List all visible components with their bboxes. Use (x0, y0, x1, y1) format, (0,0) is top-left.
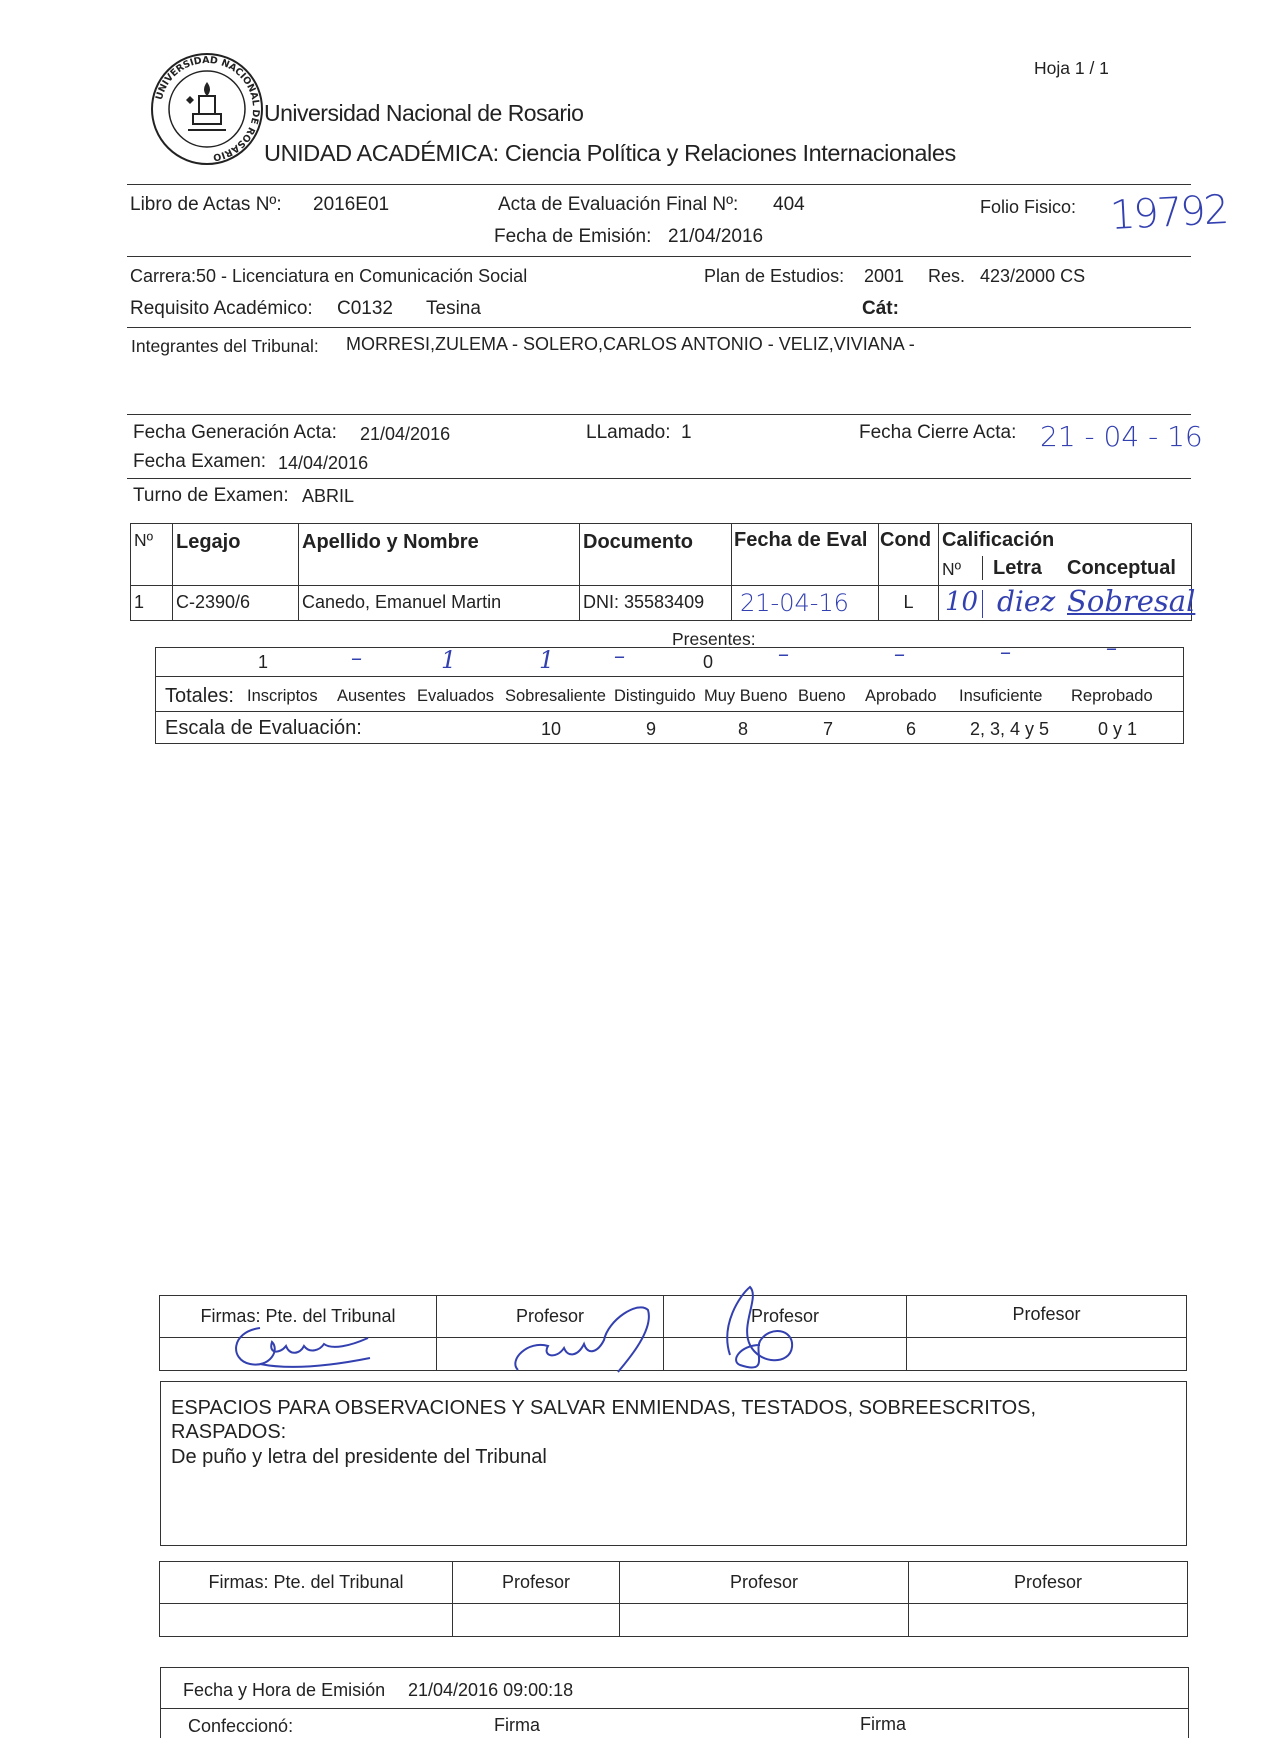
presentes-label: Presentes: (672, 629, 756, 649)
libro-label: Libro de Actas Nº: (130, 194, 282, 215)
header-nombre: Apellido y Nombre (299, 524, 580, 586)
header-cal-n: Nº (942, 559, 962, 579)
examen-value: 14/04/2016 (278, 453, 369, 473)
divider (127, 478, 1191, 479)
header-legajo: Legajo (173, 524, 299, 586)
requisito-name: Tesina (426, 298, 481, 319)
hand-mark: – (1106, 636, 1117, 661)
hand-mark: – (351, 646, 362, 671)
observaciones-line3: De puño y letra del presidente del Tribunal (171, 1446, 547, 1468)
cat-label: Cát: (862, 298, 899, 319)
cal-conceptual-handwritten: Sobresal (1067, 584, 1196, 618)
grades-table (130, 523, 1196, 621)
col-inscriptos: Inscriptos (247, 687, 318, 705)
tribunal-label: Integrantes del Tribunal: (131, 336, 319, 356)
profesor-cell: Profesor (664, 1296, 907, 1338)
signature-slot (907, 1338, 1187, 1371)
signature-slot (664, 1338, 907, 1371)
firma-pte-cell: Firmas: Pte. del Tribunal (160, 1296, 437, 1338)
header-documento: Documento (580, 524, 732, 586)
libro-value: 2016E01 (313, 194, 390, 215)
table-header-row (131, 524, 1192, 586)
cell-cond: L (879, 586, 939, 621)
turno-value: ABRIL (302, 486, 355, 506)
cal-letra-handwritten: diez (997, 585, 1056, 618)
observaciones-line2: RASPADOS: (171, 1421, 287, 1443)
col-aprobado: Aprobado (865, 687, 937, 705)
escala-sobresaliente: 10 (541, 719, 562, 739)
cal-n-handwritten: 10 (945, 587, 979, 617)
profesor-cell: Profesor (437, 1296, 664, 1338)
hand-mark: – (1000, 640, 1011, 665)
profesor-cell: Profesor (909, 1562, 1188, 1604)
footer-emision-label: Fecha y Hora de Emisión (183, 1680, 386, 1700)
header-cal-letra: Letra (993, 557, 1042, 579)
totals-headers-row (156, 677, 1184, 712)
generacion-label: Fecha Generación Acta: (133, 422, 337, 443)
cierre-handwritten: 21 - 04 - 16 (1040, 420, 1203, 453)
col-distinguido: Distinguido (614, 687, 696, 705)
signatures-table (159, 1295, 1187, 1371)
escala-muy-bueno: 8 (738, 719, 749, 739)
svg-text:UNIVERSIDAD NACIONAL DE ROSARI: UNIVERSIDAD NACIONAL DE ROSARIO (153, 54, 262, 163)
col-muy-bueno: Muy Bueno (704, 687, 788, 705)
res-value: 423/2000 CS (980, 266, 1086, 286)
inscriptos-value: 1 (258, 652, 269, 672)
header-n: Nº (131, 524, 173, 586)
profesor-cell: Profesor (453, 1562, 620, 1604)
cell-fecha: 21-04-16 (732, 586, 879, 621)
totales-label: Totales: (165, 685, 234, 707)
plan-label: Plan de Estudios: (704, 266, 845, 286)
signature-slot (160, 1604, 453, 1637)
signature-slot (160, 1338, 437, 1371)
divider (127, 327, 1191, 328)
turno-label: Turno de Examen: (133, 485, 289, 506)
escala-label: Escala de Evaluación: (165, 717, 362, 739)
confecciono-label: Confeccionó: (188, 1716, 294, 1736)
escala-reprobado: 0 y 1 (1098, 719, 1138, 739)
col-sobresaliente: Sobresaliente (505, 687, 606, 705)
emision-label: Fecha de Emisión: (494, 226, 652, 247)
profesor-cell: Profesor (907, 1296, 1187, 1338)
ausentes-value: 0 (703, 652, 714, 672)
observaciones-line1: ESPACIOS PARA OBSERVACIONES Y SALVAR ENMIENDAS, TESTADOS, SOBREESCRITOS, (171, 1397, 1037, 1419)
divider (127, 184, 1191, 185)
acta-label: Acta de Evaluación Final Nº: (498, 194, 739, 215)
divider (127, 414, 1191, 415)
footer-emision-value: 21/04/2016 09:00:18 (408, 1680, 574, 1700)
carrera-text: Carrera:50 - Licenciatura en Comunicación Social (130, 266, 528, 286)
folio-label: Folio Fisico: (980, 197, 1077, 217)
col-evaluados: Evaluados (417, 687, 495, 705)
plan-value: 2001 (864, 266, 905, 286)
escala-row (156, 712, 1184, 744)
cierre-label: Fecha Cierre Acta: (859, 422, 1017, 443)
col-reprobado: Reprobado (1071, 687, 1153, 705)
escala-aprobado: 6 (906, 719, 917, 739)
firma-pte-cell: Firmas: Pte. del Tribunal (160, 1562, 453, 1604)
firma-label: Firma (860, 1714, 906, 1734)
tribunal-members: MORRESI,ZULEMA - SOLERO,CARLOS ANTONIO - VELIZ,VIVIANA - (346, 334, 915, 354)
res-label: Res. (928, 266, 966, 286)
requisito-label: Requisito Académico: (130, 298, 313, 319)
hand-mark: 1 (441, 646, 457, 674)
page-number: Hoja 1 / 1 (1034, 58, 1109, 78)
col-insuficiente: Insuficiente (959, 687, 1043, 705)
cell-documento: DNI: 35583409 (580, 586, 732, 621)
hand-mark: – (778, 642, 789, 667)
escala-distinguido: 9 (646, 719, 657, 739)
signature-slot (437, 1338, 664, 1371)
generacion-value: 21/04/2016 (360, 424, 451, 444)
acta-value: 404 (773, 194, 805, 215)
signature-slot (453, 1604, 620, 1637)
observaciones-box (160, 1381, 1187, 1546)
university-name: Universidad Nacional de Rosario (264, 100, 584, 126)
header-cal-conceptual: Conceptual (1067, 557, 1176, 579)
header-cond: Cond (879, 524, 939, 586)
requisito-value: C0132 (337, 298, 393, 319)
col-bueno: Bueno (798, 687, 846, 705)
examen-label: Fecha Examen: (133, 451, 267, 472)
cell-n: 1 (131, 586, 173, 621)
cell-calificacion (939, 584, 1196, 621)
header-fecha: Fecha de Eval (732, 524, 879, 586)
totals-values-row (156, 648, 1184, 677)
llamado-label: LLamado: (586, 422, 671, 443)
hand-mark: 1 (539, 646, 555, 674)
header-calificacion: Calificación Nº Letra Conceptual (939, 524, 1192, 586)
academic-unit: UNIDAD ACADÉMICA: Ciencia Política y Relaciones Internacionales (264, 140, 956, 166)
profesor-cell: Profesor (620, 1562, 909, 1604)
emision-value: 21/04/2016 (668, 226, 764, 247)
cell-nombre: Canedo, Emanuel Martin (299, 586, 580, 621)
escala-bueno: 7 (823, 719, 834, 739)
folio-handwritten: 19792 (1108, 186, 1229, 240)
col-ausentes: Ausentes (337, 687, 406, 705)
footer-box (160, 1667, 1189, 1738)
signatures-table-2 (159, 1561, 1188, 1637)
divider (127, 256, 1191, 257)
hand-mark: – (894, 642, 905, 667)
cell-legajo: C-2390/6 (173, 586, 299, 621)
signature-slot (909, 1604, 1188, 1637)
hand-mark: – (614, 644, 625, 669)
university-seal-logo (148, 50, 266, 168)
table-row (131, 586, 1192, 621)
escala-insuficiente: 2, 3, 4 y 5 (970, 719, 1050, 739)
signature-slot (620, 1604, 909, 1637)
firma-label: Firma (494, 1715, 540, 1735)
llamado-value: 1 (681, 422, 692, 443)
